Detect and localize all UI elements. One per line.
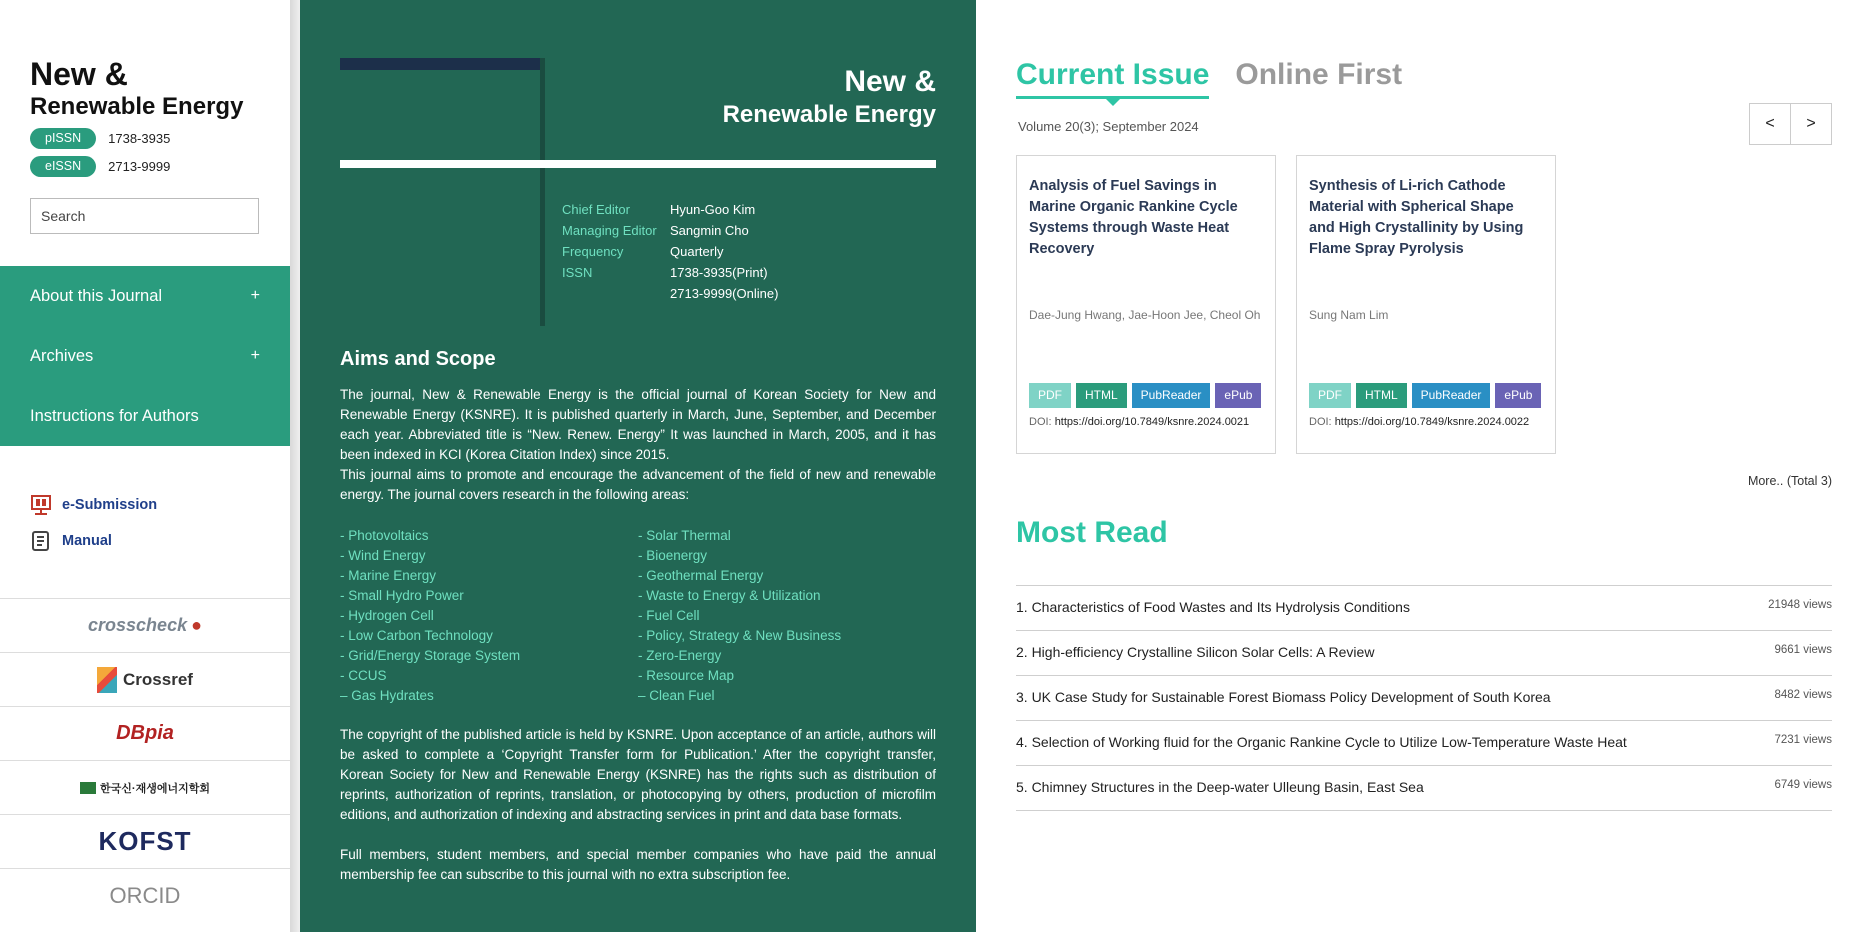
cover-image-top bbox=[340, 58, 540, 70]
area-item: - Fuel Cell bbox=[638, 608, 700, 623]
nav-item-archives[interactable] bbox=[30, 326, 260, 386]
search-input[interactable] bbox=[30, 198, 259, 234]
crossref-icon bbox=[97, 667, 117, 693]
meta-value: Sangmin Cho bbox=[670, 223, 749, 238]
nav-item-label: Archives bbox=[30, 346, 94, 365]
prev-button[interactable]: < bbox=[1765, 115, 1775, 132]
crossref-text: Crossref bbox=[123, 669, 193, 689]
most-read-title[interactable]: 1. Characteristics of Food Wastes and Its Hydrolysis Conditions bbox=[1016, 599, 1410, 615]
meta-value: 2713-9999(Online) bbox=[670, 286, 779, 301]
view-count: 6749 views bbox=[1774, 779, 1832, 791]
kofst-text: KOFST bbox=[98, 826, 192, 856]
expand-plus-icon[interactable]: + bbox=[250, 347, 260, 364]
sidebar-divider bbox=[290, 0, 300, 932]
meta-label: Chief Editor bbox=[562, 202, 630, 217]
next-button[interactable]: > bbox=[1790, 104, 1831, 144]
kofst-logo[interactable] bbox=[0, 814, 290, 868]
view-count: 21948 views bbox=[1768, 599, 1832, 611]
pissn-row bbox=[30, 127, 170, 149]
article-authors: Sung Nam Lim bbox=[1309, 308, 1389, 322]
book-icon bbox=[30, 530, 52, 552]
area-item: - Zero-Energy bbox=[638, 648, 722, 663]
pissn-badge: pISSN bbox=[30, 128, 96, 149]
pubreader-button[interactable]: PubReader bbox=[1132, 383, 1211, 408]
e-submission-label: e-Submission bbox=[62, 497, 158, 513]
copyright-paragraph: The copyright of the published article is held by KSNRE. Upon acceptance of an article, authors will be asked to complete a ‘Copyright Transfer form for Publication.’ After the copyright transfer, Korean Society for New and Renewable Energy (KSNRE) has the rights such as distribution of reprints, authorization of reprints, translation, or photocopying by others, production of microfilm editions, and authorization of indexing and abstracting services in print and data base formats. bbox=[340, 727, 936, 822]
carousel-pager bbox=[1749, 103, 1832, 145]
journal-title bbox=[723, 64, 936, 130]
area-item: – Gas Hydrates bbox=[340, 688, 434, 703]
most-read-title[interactable]: 2. High-efficiency Crystalline Silicon Solar Cells: A Review bbox=[1016, 644, 1375, 660]
list-item bbox=[1016, 586, 1832, 631]
meta-label: ISSN bbox=[562, 265, 593, 280]
aims-heading: Aims and Scope bbox=[340, 348, 496, 370]
view-count: 8482 views bbox=[1774, 689, 1832, 701]
most-read-list bbox=[1016, 585, 1832, 811]
meta-label: Frequency bbox=[562, 244, 624, 259]
article-title[interactable]: Analysis of Fuel Savings in Marine Organic Rankine Cycle Systems through Waste Heat Recovery bbox=[1029, 178, 1238, 257]
area-item: – Clean Fuel bbox=[638, 688, 715, 703]
doi-link[interactable]: https://doi.org/10.7849/ksnre.2024.0022 bbox=[1334, 416, 1530, 428]
area-item: - CCUS bbox=[340, 668, 387, 683]
area-item: - Solar Thermal bbox=[638, 528, 731, 543]
most-read-heading: Most Read bbox=[1016, 516, 1168, 549]
dbpia-text: DBpia bbox=[116, 722, 174, 744]
nav-item-label: About this Journal bbox=[30, 286, 163, 305]
sidebar-brand[interactable] bbox=[30, 56, 243, 122]
e-submission-link[interactable] bbox=[30, 491, 157, 519]
epub-button[interactable]: ePub bbox=[1215, 383, 1261, 408]
area-item: - Grid/Energy Storage System bbox=[340, 648, 521, 663]
doi-label: DOI: bbox=[1029, 416, 1052, 428]
area-item: - Bioenergy bbox=[638, 548, 708, 563]
crossref-logo[interactable] bbox=[0, 652, 290, 706]
partner-logos bbox=[0, 598, 290, 922]
nav-item-label: Instructions for Authors bbox=[30, 406, 199, 425]
area-item: - Waste to Energy & Utilization bbox=[638, 588, 821, 603]
area-item: - Geothermal Energy bbox=[638, 568, 764, 583]
doi-label: DOI: bbox=[1309, 416, 1332, 428]
pdf-button[interactable]: PDF bbox=[1029, 383, 1071, 408]
aims-paragraph: The journal, New & Renewable Energy is the official journal of Korean Society for New and Renewable Energy (KSNRE). It is published quarterly in March, June, September, and December each year. Abbreviated title is “New. Renew. Energy” It was launched in March, 2005, and it has been indexed in KCI (Korea Citation Index) since 2015. bbox=[340, 387, 936, 462]
area-item: - Policy, Strategy & New Business bbox=[638, 628, 842, 643]
area-item: - Photovoltaics bbox=[340, 528, 429, 543]
ksnre-text: 한국신·재생에너지학회 bbox=[100, 782, 210, 795]
tab-current-issue[interactable]: Current Issue bbox=[1016, 58, 1209, 99]
meta-value: Hyun-Goo Kim bbox=[670, 202, 756, 217]
article-doi bbox=[1029, 416, 1249, 428]
area-item: - Low Carbon Technology bbox=[340, 628, 493, 643]
html-button[interactable]: HTML bbox=[1356, 383, 1407, 408]
membership-paragraph: Full members, student members, and special member companies who have paid the annual membership fee can subscribe to this journal with no extra subscription fee. bbox=[340, 847, 936, 882]
manual-label: Manual bbox=[62, 533, 112, 549]
journal-title-line-1: New & bbox=[844, 65, 936, 98]
eissn-badge: eISSN bbox=[30, 156, 96, 177]
most-read-title[interactable]: 4. Selection of Working fluid for the Organic Rankine Cycle to Utilize Low-Temperature Waste Heat bbox=[1016, 734, 1627, 750]
sidebar-nav bbox=[0, 266, 290, 446]
pdf-button[interactable]: PDF bbox=[1309, 383, 1351, 408]
expand-plus-icon[interactable]: + bbox=[250, 287, 260, 304]
ant-icon: ● bbox=[191, 615, 202, 635]
article-doi bbox=[1309, 416, 1529, 428]
main-content bbox=[1016, 0, 1832, 932]
article-card bbox=[1016, 155, 1276, 454]
orcid-text: ORCID bbox=[109, 882, 181, 908]
doi-link[interactable]: https://doi.org/10.7849/ksnre.2024.0021 bbox=[1054, 416, 1250, 428]
nav-item-about[interactable] bbox=[30, 266, 260, 326]
pubreader-button[interactable]: PubReader bbox=[1412, 383, 1491, 408]
more-link[interactable]: More.. (Total 3) bbox=[1747, 474, 1832, 488]
view-count: 7231 views bbox=[1774, 734, 1832, 746]
area-item: - Hydrogen Cell bbox=[340, 608, 434, 623]
area-item: - Resource Map bbox=[638, 668, 735, 683]
brand-line-1: New & bbox=[30, 56, 128, 92]
crosscheck-text: crosscheck bbox=[88, 615, 188, 635]
area-item: - Marine Energy bbox=[340, 568, 437, 583]
html-button[interactable]: HTML bbox=[1076, 383, 1127, 408]
article-title[interactable]: Synthesis of Li-rich Cathode Material with Spherical Shape and High Crystallinity by Using Flame Spray Pyrolysis bbox=[1309, 178, 1524, 257]
eissn-row bbox=[30, 155, 170, 177]
area-item: - Wind Energy bbox=[340, 548, 426, 563]
brand-line-2: Renewable Energy bbox=[30, 93, 244, 120]
list-item bbox=[1016, 721, 1832, 766]
areas-right-column bbox=[638, 526, 841, 706]
volume-info: Volume 20(3); September 2024 bbox=[1018, 119, 1199, 134]
manual-link[interactable] bbox=[30, 527, 112, 555]
nav-item-instructions[interactable] bbox=[30, 386, 260, 446]
journal-info-panel bbox=[300, 0, 976, 932]
aims-paragraph-2: This journal aims to promote and encourage the advancement of the field of new and renewable energy. The journal covers research in the following areas: bbox=[340, 467, 936, 502]
areas-left-column bbox=[340, 526, 520, 706]
pissn-value: 1738-3935 bbox=[108, 130, 171, 146]
most-read-title[interactable]: 3. UK Case Study for Sustainable Forest Biomass Policy Development of South Korea bbox=[1016, 689, 1551, 705]
most-read-title[interactable]: 5. Chimney Structures in the Deep-water Ulleung Basin, East Sea bbox=[1016, 779, 1424, 795]
tab-online-first[interactable]: Online First bbox=[1235, 58, 1403, 91]
area-item: - Small Hydro Power bbox=[340, 588, 464, 603]
eissn-value: 2713-9999 bbox=[108, 158, 171, 174]
cover-divider bbox=[340, 160, 936, 168]
list-item bbox=[1016, 631, 1832, 676]
sidebar bbox=[0, 0, 290, 932]
submission-icon bbox=[30, 494, 52, 516]
ksnre-logo[interactable] bbox=[0, 760, 290, 814]
view-count: 9661 views bbox=[1774, 644, 1832, 656]
list-item bbox=[1016, 676, 1832, 721]
journal-title-line-2: Renewable Energy bbox=[722, 101, 936, 128]
issue-tabs bbox=[1016, 58, 1428, 99]
article-authors: Dae-Jung Hwang, Jae-Hoon Jee, Cheol Oh bbox=[1029, 308, 1261, 322]
article-actions bbox=[1029, 383, 1266, 408]
cover-image-edge bbox=[540, 58, 545, 326]
meta-label: Managing Editor bbox=[562, 223, 657, 238]
epub-button[interactable]: ePub bbox=[1495, 383, 1541, 408]
crosscheck-logo[interactable] bbox=[0, 598, 290, 652]
meta-value: 1738-3935(Print) bbox=[670, 265, 768, 280]
article-actions bbox=[1309, 383, 1546, 408]
orcid-logo[interactable] bbox=[0, 868, 290, 922]
meta-value: Quarterly bbox=[670, 244, 724, 259]
article-card bbox=[1296, 155, 1556, 454]
dbpia-logo[interactable] bbox=[0, 706, 290, 760]
ksnre-emblem-icon bbox=[80, 782, 96, 794]
list-item bbox=[1016, 766, 1832, 811]
